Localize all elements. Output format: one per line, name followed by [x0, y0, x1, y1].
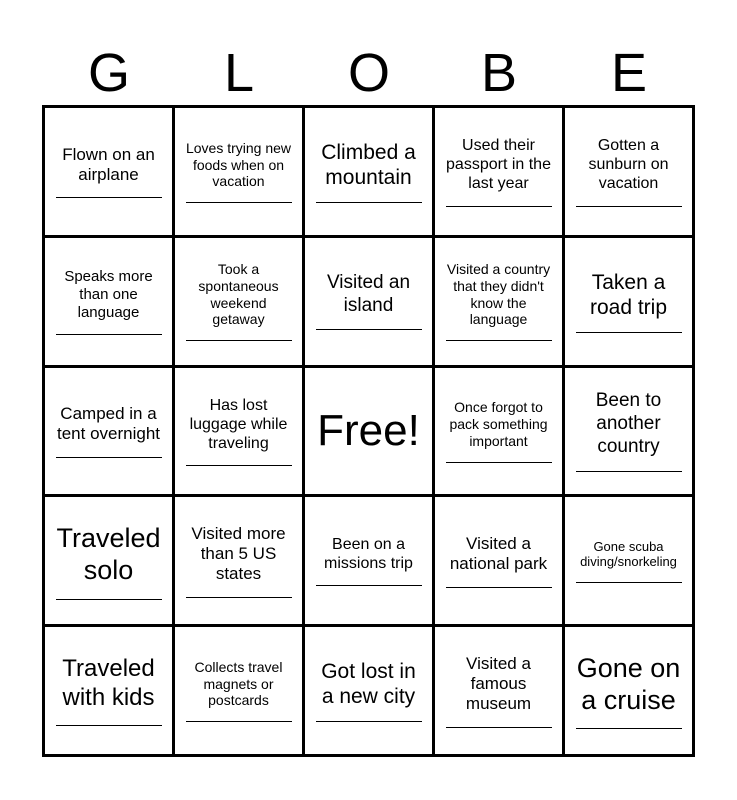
bingo-cell[interactable] [565, 368, 695, 498]
signature-line [186, 202, 292, 203]
bingo-cell[interactable] [305, 497, 435, 627]
cell-text: Visited a national park [449, 533, 548, 574]
bingo-cell[interactable] [45, 497, 175, 627]
header-letter-l: L [223, 43, 255, 103]
cell-text: Speaks more than one language [64, 267, 153, 321]
bingo-cell[interactable] [45, 368, 175, 498]
bingo-cell-free[interactable] [305, 368, 435, 498]
bingo-cell[interactable] [175, 368, 305, 498]
header-letter-g: G [87, 43, 130, 103]
bingo-cell[interactable] [435, 627, 565, 757]
bingo-cell[interactable] [565, 497, 695, 627]
bingo-cell[interactable] [305, 238, 435, 368]
cell-text: Loves trying new foods when on vacation [185, 139, 292, 190]
bingo-cell[interactable] [175, 238, 305, 368]
signature-line [446, 462, 552, 463]
bingo-cell[interactable] [45, 108, 175, 238]
cell-text: Gotten a sunburn on vacation [588, 137, 669, 193]
bingo-cell[interactable] [565, 238, 695, 368]
signature-line [446, 587, 552, 588]
cell-text: Gone on a cruise [576, 652, 681, 716]
bingo-cell[interactable] [435, 497, 565, 627]
signature-line [56, 457, 162, 458]
bingo-header [44, 40, 694, 106]
signature-line [56, 599, 162, 600]
cell-text: Visited a famous museum [465, 653, 532, 714]
cell-text: Climbed a mountain [321, 140, 416, 189]
signature-line [576, 206, 682, 207]
signature-line [576, 471, 682, 472]
signature-line [186, 340, 292, 341]
bingo-cell[interactable] [175, 108, 305, 238]
bingo-grid [42, 105, 695, 757]
signature-line [446, 340, 552, 341]
cell-text: Took a spontaneous weekend getaway [198, 261, 279, 328]
cell-text: Flown on an airplane [62, 144, 155, 184]
free-space-text: Free! [317, 405, 420, 455]
bingo-cell[interactable] [565, 108, 695, 238]
bingo-cell[interactable] [435, 238, 565, 368]
bingo-cell[interactable] [305, 108, 435, 238]
bingo-cell[interactable] [565, 627, 695, 757]
signature-line [576, 582, 682, 583]
cell-text: Taken a road trip [589, 270, 668, 319]
cell-text: Traveled solo [56, 522, 161, 586]
bingo-cell[interactable] [45, 238, 175, 368]
signature-line [316, 329, 422, 330]
cell-text: Traveled with kids [62, 655, 155, 712]
cell-text: Used their passport in the last year [446, 137, 551, 193]
signature-line [576, 728, 682, 729]
header-letter-b: B [480, 43, 518, 103]
bingo-cell[interactable] [305, 627, 435, 757]
signature-line [186, 721, 292, 722]
cell-text: Collects travel magnets or postcards [194, 658, 283, 709]
cell-text: Been to another country [595, 390, 662, 457]
bingo-cell[interactable] [175, 627, 305, 757]
signature-line [56, 334, 162, 335]
bingo-cell[interactable] [435, 368, 565, 498]
cell-text: Camped in a tent overnight [56, 404, 160, 444]
cell-text: Visited a country that they didn't know the language [446, 261, 551, 328]
signature-line [316, 585, 422, 586]
signature-line [316, 721, 422, 722]
signature-line [446, 206, 552, 207]
cell-text: Visited an island [326, 271, 411, 316]
header-letter-o: O [347, 43, 390, 103]
header-letter-e: E [610, 43, 648, 103]
signature-line [186, 465, 292, 466]
bingo-cell[interactable] [175, 497, 305, 627]
bingo-cell[interactable] [435, 108, 565, 238]
cell-text: Has lost luggage while traveling [189, 396, 288, 453]
cell-text: Visited more than 5 US states [191, 523, 286, 584]
cell-text: Got lost in a new city [321, 659, 416, 709]
signature-line [446, 727, 552, 728]
signature-line [186, 597, 292, 598]
cell-text: Been on a missions trip [324, 536, 413, 573]
signature-line [56, 725, 162, 726]
signature-line [316, 202, 422, 203]
signature-line [576, 332, 682, 333]
bingo-cell[interactable] [45, 627, 175, 757]
cell-text: Once forgot to pack something important [449, 399, 548, 449]
cell-text: Gone scuba diving/snorkeling [580, 538, 677, 570]
signature-line [56, 197, 162, 198]
